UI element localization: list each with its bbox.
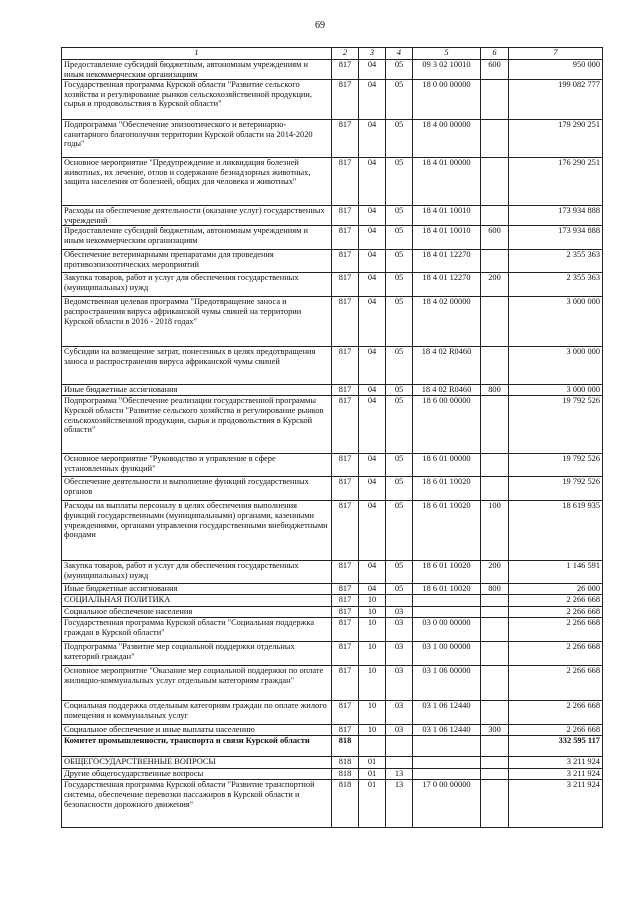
cell-rz xyxy=(359,736,386,757)
cell-sum: 176 290 251 xyxy=(509,158,603,206)
cell-sum: 2 355 363 xyxy=(509,273,603,297)
cell-name: Государственная программа Курской области "Развитие сельского хозяйства и регулирование рынков сельскохозяйственной продукции, сырья и продовольствия в Курской области" xyxy=(62,80,332,120)
cell-sum: 173 934 888 xyxy=(509,206,603,226)
cell-rz: 04 xyxy=(359,206,386,226)
cell-rz: 10 xyxy=(359,642,386,666)
column-header-4: 4 xyxy=(386,48,413,60)
table-row xyxy=(62,250,603,273)
cell-vr xyxy=(481,120,509,158)
cell-ved: 817 xyxy=(332,477,359,501)
cell-vr: 600 xyxy=(481,226,509,250)
cell-rz: 10 xyxy=(359,666,386,701)
table-row xyxy=(62,769,603,780)
cell-pr: 13 xyxy=(386,780,413,828)
cell-ved: 817 xyxy=(332,561,359,584)
cell-vr xyxy=(481,736,509,757)
cell-csr: 18 4 01 12270 xyxy=(413,250,481,273)
cell-sum: 3 211 924 xyxy=(509,757,603,769)
cell-sum: 179 290 251 xyxy=(509,120,603,158)
table-row xyxy=(62,642,603,666)
cell-sum: 199 082 777 xyxy=(509,80,603,120)
cell-ved: 817 xyxy=(332,454,359,477)
cell-sum: 3 211 924 xyxy=(509,780,603,828)
cell-rz: 10 xyxy=(359,701,386,725)
cell-ved: 817 xyxy=(332,701,359,725)
cell-rz: 04 xyxy=(359,60,386,80)
table-row xyxy=(62,385,603,396)
cell-vr: 300 xyxy=(481,725,509,736)
cell-name: Расходы на обеспечение деятельности (оказание услуг) государственных учреждений xyxy=(62,206,332,226)
cell-csr: 18 4 01 10010 xyxy=(413,226,481,250)
cell-ved: 817 xyxy=(332,666,359,701)
cell-vr xyxy=(481,454,509,477)
cell-vr xyxy=(481,618,509,642)
cell-sum: 332 595 117 xyxy=(509,736,603,757)
cell-csr: 18 6 01 10020 xyxy=(413,561,481,584)
cell-ved: 817 xyxy=(332,206,359,226)
cell-vr xyxy=(481,701,509,725)
cell-name: Социальное обеспечение и иные выплаты населению xyxy=(62,725,332,736)
cell-rz: 04 xyxy=(359,561,386,584)
table-row xyxy=(62,477,603,501)
cell-rz: 04 xyxy=(359,477,386,501)
cell-csr xyxy=(413,769,481,780)
cell-csr: 03 1 06 12440 xyxy=(413,701,481,725)
table-row xyxy=(62,273,603,297)
cell-ved: 817 xyxy=(332,158,359,206)
cell-name: Социальная поддержка отдельным категориям граждан по оплате жилого помещения и коммунальных услуг xyxy=(62,701,332,725)
cell-sum: 2 266 668 xyxy=(509,642,603,666)
cell-sum: 950 000 xyxy=(509,60,603,80)
column-header-6: 6 xyxy=(481,48,509,60)
page-number: 69 xyxy=(315,20,325,31)
cell-pr: 03 xyxy=(386,642,413,666)
cell-vr xyxy=(481,769,509,780)
cell-pr: 03 xyxy=(386,725,413,736)
cell-ved: 817 xyxy=(332,297,359,347)
cell-rz: 10 xyxy=(359,607,386,618)
cell-pr xyxy=(386,595,413,607)
table-row xyxy=(62,584,603,595)
cell-rz: 04 xyxy=(359,158,386,206)
cell-vr xyxy=(481,477,509,501)
cell-ved: 817 xyxy=(332,60,359,80)
cell-name: Подпрограмма "Обеспечение эпизоотического и ветеринарно-санитарного благополучия территории Курской области на 2014-2020 годы" xyxy=(62,120,332,158)
cell-pr: 05 xyxy=(386,561,413,584)
table-row xyxy=(62,757,603,769)
cell-vr xyxy=(481,780,509,828)
cell-vr xyxy=(481,158,509,206)
cell-pr: 05 xyxy=(386,226,413,250)
cell-vr: 800 xyxy=(481,385,509,396)
cell-name: Иные бюджетные ассигнования xyxy=(62,584,332,595)
cell-ved: 817 xyxy=(332,501,359,561)
cell-ved: 817 xyxy=(332,273,359,297)
cell-csr: 18 6 00 00000 xyxy=(413,396,481,454)
cell-pr: 05 xyxy=(386,501,413,561)
cell-ved: 817 xyxy=(332,607,359,618)
table-row xyxy=(62,454,603,477)
table-row xyxy=(62,297,603,347)
cell-sum: 1 146 591 xyxy=(509,561,603,584)
cell-vr xyxy=(481,595,509,607)
column-header-7: 7 xyxy=(509,48,603,60)
cell-name: Подпрограмма "Развитие мер социальной поддержки отдельных категорий граждан" xyxy=(62,642,332,666)
cell-rz: 04 xyxy=(359,226,386,250)
cell-pr: 05 xyxy=(386,120,413,158)
cell-ved: 818 xyxy=(332,736,359,757)
cell-rz: 04 xyxy=(359,297,386,347)
cell-pr: 05 xyxy=(386,60,413,80)
cell-vr xyxy=(481,297,509,347)
cell-csr: 03 1 00 00000 xyxy=(413,642,481,666)
budget-table xyxy=(61,47,603,828)
table-row xyxy=(62,595,603,607)
cell-ved: 817 xyxy=(332,226,359,250)
cell-name: Иные бюджетные ассигнования xyxy=(62,385,332,396)
cell-csr: 03 1 06 12440 xyxy=(413,725,481,736)
cell-csr: 18 6 01 10020 xyxy=(413,477,481,501)
cell-pr: 03 xyxy=(386,607,413,618)
cell-vr: 200 xyxy=(481,561,509,584)
cell-csr: 18 4 01 10010 xyxy=(413,206,481,226)
cell-csr: 18 4 01 12270 xyxy=(413,273,481,297)
cell-sum: 18 619 935 xyxy=(509,501,603,561)
cell-csr: 18 6 01 10020 xyxy=(413,501,481,561)
cell-rz: 10 xyxy=(359,595,386,607)
cell-ved: 817 xyxy=(332,120,359,158)
cell-csr: 18 0 00 00000 xyxy=(413,80,481,120)
cell-csr: 03 1 06 00000 xyxy=(413,666,481,701)
cell-sum: 26 000 xyxy=(509,584,603,595)
cell-rz: 01 xyxy=(359,769,386,780)
cell-csr: 17 0 00 00000 xyxy=(413,780,481,828)
column-header-2: 2 xyxy=(332,48,359,60)
cell-vr: 600 xyxy=(481,60,509,80)
table-row xyxy=(62,158,603,206)
table-row xyxy=(62,725,603,736)
cell-ved: 817 xyxy=(332,347,359,385)
cell-rz: 01 xyxy=(359,757,386,769)
cell-name: Основное мероприятие "Предупреждение и ликвидация болезней животных, их лечение, отлов и содержание безнадзорных животных, защита населения от болезней, общих для человека и животных" xyxy=(62,158,332,206)
cell-vr xyxy=(481,607,509,618)
cell-pr: 05 xyxy=(386,80,413,120)
cell-pr: 13 xyxy=(386,769,413,780)
cell-rz: 04 xyxy=(359,120,386,158)
cell-name: Закупка товаров, работ и услуг для обеспечения государственных (муниципальных) нужд xyxy=(62,561,332,584)
cell-rz: 04 xyxy=(359,501,386,561)
cell-name: Подпрограмма "Обеспечение реализации государственной программы Курской области "Развитие сельского хозяйства и регулирование рынков сельскохозяйственной продукции, сырья и продовольствия в Курской области" xyxy=(62,396,332,454)
cell-ved: 817 xyxy=(332,250,359,273)
cell-name: Обеспечение ветеринарными препаратами для проведения противоэпизоотических мероприятий xyxy=(62,250,332,273)
cell-rz: 04 xyxy=(359,273,386,297)
cell-rz: 04 xyxy=(359,80,386,120)
cell-sum: 3 000 000 xyxy=(509,297,603,347)
cell-rz: 04 xyxy=(359,396,386,454)
cell-vr: 800 xyxy=(481,584,509,595)
cell-rz: 10 xyxy=(359,725,386,736)
cell-pr: 05 xyxy=(386,584,413,595)
cell-ved: 817 xyxy=(332,618,359,642)
table-row xyxy=(62,618,603,642)
cell-name: Закупка товаров, работ и услуг для обеспечения государственных (муниципальных) нужд xyxy=(62,273,332,297)
table-row xyxy=(62,80,603,120)
table-row xyxy=(62,347,603,385)
cell-sum: 2 266 668 xyxy=(509,607,603,618)
cell-name: Субсидии на возмещение затрат, понесенных в целях предотвращения заноса и распространения вируса африканской чумы свиней xyxy=(62,347,332,385)
cell-pr xyxy=(386,736,413,757)
cell-sum: 2 266 668 xyxy=(509,666,603,701)
cell-csr xyxy=(413,736,481,757)
cell-name: Обеспечение деятельности и выполнение функций государственных органов xyxy=(62,477,332,501)
cell-name: Другие общегосударственные вопросы xyxy=(62,769,332,780)
cell-vr xyxy=(481,396,509,454)
cell-rz: 10 xyxy=(359,618,386,642)
cell-rz: 04 xyxy=(359,250,386,273)
cell-csr xyxy=(413,757,481,769)
cell-vr xyxy=(481,666,509,701)
cell-csr: 18 6 01 10020 xyxy=(413,584,481,595)
header-row xyxy=(62,48,603,60)
cell-name: Основное мероприятие "Руководство и управление в сфере установленных функций" xyxy=(62,454,332,477)
cell-ved: 818 xyxy=(332,757,359,769)
cell-ved: 817 xyxy=(332,396,359,454)
cell-name: Комитет промышленности, транспорта и связи Курской области xyxy=(62,736,332,757)
cell-name: Предоставление субсидий бюджетным, автономным учреждениям и иным некоммерческим организациям xyxy=(62,226,332,250)
table-row xyxy=(62,120,603,158)
cell-pr: 05 xyxy=(386,454,413,477)
cell-rz: 04 xyxy=(359,454,386,477)
table-row xyxy=(62,206,603,226)
cell-vr xyxy=(481,250,509,273)
column-header-5: 5 xyxy=(413,48,481,60)
cell-sum: 19 792 526 xyxy=(509,396,603,454)
table-row xyxy=(62,780,603,828)
cell-pr: 05 xyxy=(386,396,413,454)
cell-ved: 817 xyxy=(332,595,359,607)
table-row xyxy=(62,501,603,561)
cell-rz: 04 xyxy=(359,347,386,385)
cell-pr: 05 xyxy=(386,158,413,206)
cell-csr: 18 4 02 R0460 xyxy=(413,347,481,385)
cell-name: ОБЩЕГОСУДАРСТВЕННЫЕ ВОПРОСЫ xyxy=(62,757,332,769)
table-row xyxy=(62,396,603,454)
cell-pr: 05 xyxy=(386,477,413,501)
table-body xyxy=(62,60,603,828)
cell-pr: 05 xyxy=(386,250,413,273)
cell-rz: 04 xyxy=(359,584,386,595)
cell-csr: 18 6 01 00000 xyxy=(413,454,481,477)
cell-vr: 100 xyxy=(481,501,509,561)
cell-rz: 04 xyxy=(359,385,386,396)
cell-csr xyxy=(413,595,481,607)
table-row xyxy=(62,226,603,250)
cell-pr xyxy=(386,757,413,769)
cell-name: Государственная программа Курской области "Развитие транспортной системы, обеспечение перевозки пассажиров в Курской области и безопасности дорожного движения" xyxy=(62,780,332,828)
cell-csr: 03 0 00 00000 xyxy=(413,618,481,642)
table-row xyxy=(62,701,603,725)
cell-sum: 2 266 668 xyxy=(509,725,603,736)
cell-sum: 2 355 363 xyxy=(509,250,603,273)
cell-vr xyxy=(481,347,509,385)
cell-name: Расходы на выплаты персоналу в целях обеспечения выполнения функций государственными (муниципальными) органами, казенными учреждениями, органами управления государственными внебюджетными фондами xyxy=(62,501,332,561)
cell-pr: 03 xyxy=(386,701,413,725)
cell-pr: 03 xyxy=(386,618,413,642)
cell-pr: 03 xyxy=(386,666,413,701)
cell-sum: 173 934 888 xyxy=(509,226,603,250)
cell-ved: 817 xyxy=(332,584,359,595)
cell-name: СОЦИАЛЬНАЯ ПОЛИТИКА xyxy=(62,595,332,607)
table-row xyxy=(62,666,603,701)
cell-pr: 05 xyxy=(386,273,413,297)
cell-csr: 18 4 01 00000 xyxy=(413,158,481,206)
cell-sum: 3 000 000 xyxy=(509,385,603,396)
column-header-3: 3 xyxy=(359,48,386,60)
cell-vr xyxy=(481,642,509,666)
cell-name: Ведомственная целевая программа "Предотвращение заноса и распространения вируса африканской чумы свиней на территории Курской области в 2016 - 2018 годах" xyxy=(62,297,332,347)
column-header-1: 1 xyxy=(62,48,332,60)
cell-name: Социальное обеспечение населения xyxy=(62,607,332,618)
cell-sum: 2 266 668 xyxy=(509,701,603,725)
cell-ved: 817 xyxy=(332,725,359,736)
cell-pr: 05 xyxy=(386,206,413,226)
cell-csr: 18 4 02 00000 xyxy=(413,297,481,347)
cell-name: Государственная программа Курской области "Социальная поддержка граждан в Курской области" xyxy=(62,618,332,642)
cell-csr: 18 4 00 00000 xyxy=(413,120,481,158)
cell-name: Основное мероприятие "Оказание мер социальной поддержки по оплате жилищно-коммунальных услуг отдельным категориям граждан" xyxy=(62,666,332,701)
cell-csr: 18 4 02 R0460 xyxy=(413,385,481,396)
cell-csr: 09 3 02 10010 xyxy=(413,60,481,80)
cell-csr xyxy=(413,607,481,618)
table-row xyxy=(62,561,603,584)
cell-vr xyxy=(481,80,509,120)
cell-pr: 05 xyxy=(386,297,413,347)
cell-ved: 817 xyxy=(332,80,359,120)
cell-pr: 05 xyxy=(386,385,413,396)
cell-sum: 19 792 526 xyxy=(509,454,603,477)
table-row xyxy=(62,607,603,618)
cell-sum: 19 792 526 xyxy=(509,477,603,501)
cell-vr xyxy=(481,206,509,226)
cell-sum: 3 211 924 xyxy=(509,769,603,780)
cell-ved: 817 xyxy=(332,385,359,396)
cell-vr xyxy=(481,757,509,769)
cell-rz: 01 xyxy=(359,780,386,828)
table-row xyxy=(62,60,603,80)
cell-ved: 818 xyxy=(332,769,359,780)
cell-ved: 818 xyxy=(332,780,359,828)
cell-sum: 2 266 668 xyxy=(509,595,603,607)
cell-pr: 05 xyxy=(386,347,413,385)
cell-vr: 200 xyxy=(481,273,509,297)
cell-sum: 3 000 000 xyxy=(509,347,603,385)
cell-sum: 2 266 668 xyxy=(509,618,603,642)
table-row xyxy=(62,736,603,757)
cell-name: Предоставление субсидий бюджетным, автономным учреждениям и иным некоммерческим организациям xyxy=(62,60,332,80)
cell-ved: 817 xyxy=(332,642,359,666)
